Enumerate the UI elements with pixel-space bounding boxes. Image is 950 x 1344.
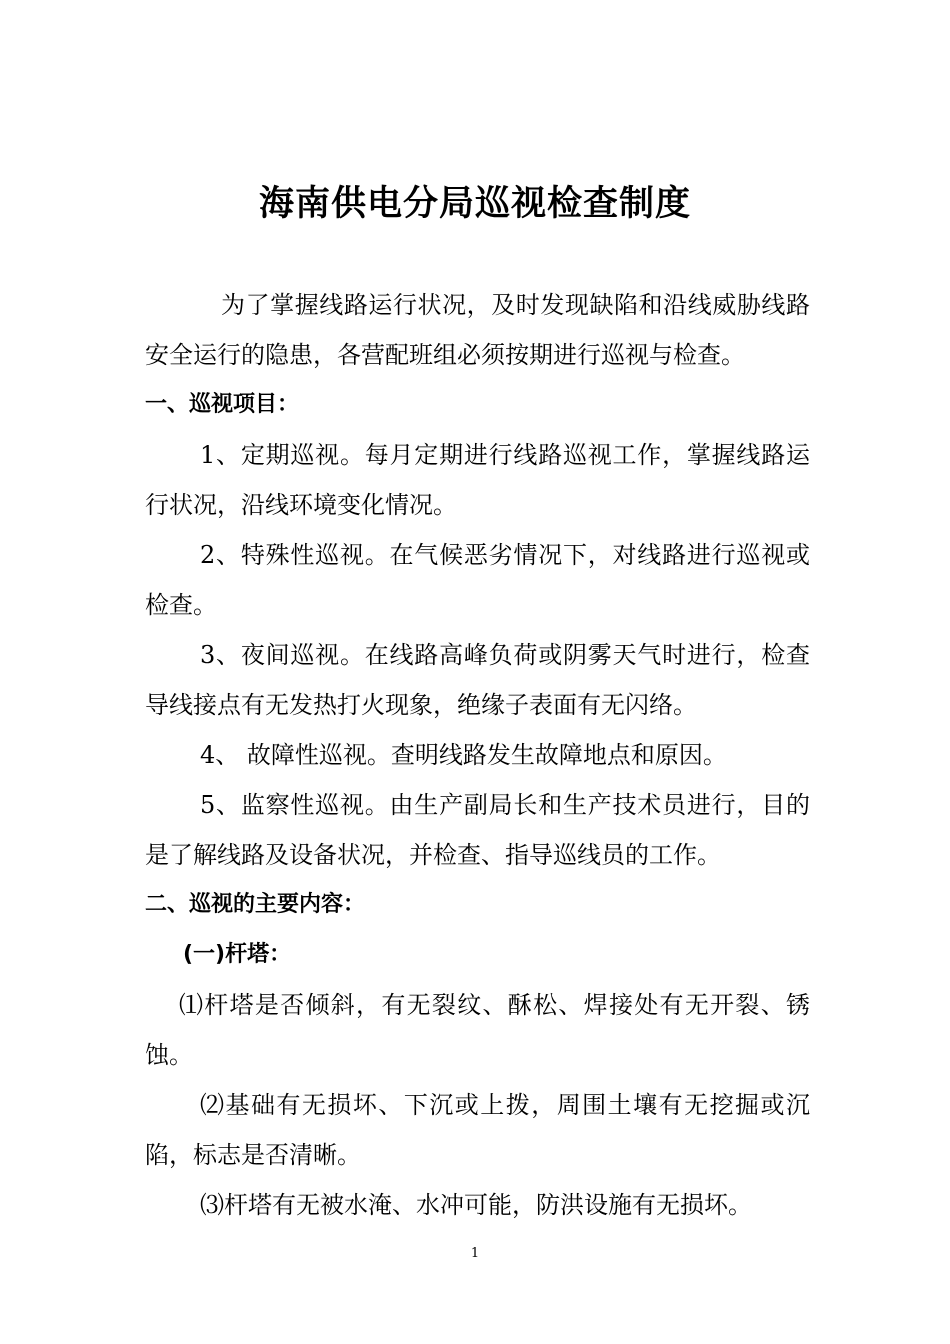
section-2-item: ⑶杆塔有无被水淹、水冲可能，防洪设施有无损坏。 xyxy=(200,1191,752,1219)
section-2-item: ⑴杆塔是否倾斜，有无裂纹、酥松、焊接处有无开裂、锈蚀。 xyxy=(145,991,810,1069)
section-1-item: 3、夜间巡视。在线路高峰负荷或阴雾天气时进行，检查导线接点有无发热打火现象，绝缘子表面有无闪络。 xyxy=(145,641,810,719)
document-body xyxy=(145,280,810,1230)
document-title: 海南供电分局巡视检查制度 xyxy=(258,184,691,224)
section-1-item: 2、特殊性巡视。在气候恶劣情况下，对线路进行巡视或检查。 xyxy=(145,541,810,619)
section-2-heading: 二、巡视的主要内容： xyxy=(145,892,366,917)
section-1-heading: 一、巡视项目： xyxy=(145,392,300,417)
section-2-subheading: (一)杆塔： xyxy=(183,942,292,967)
section-1-item: 4、 故障性巡视。查明线路发生故障地点和原因。 xyxy=(200,741,727,769)
section-2-item: ⑵基础有无损坏、下沉或上拨，周围土壤有无挖掘或沉陷，标志是否清晰。 xyxy=(145,1091,810,1169)
section-1-item: 5、监察性巡视。由生产副局长和生产技术员进行，目的是了解线路及设备状况，并检查、指导巡线员的工作。 xyxy=(145,791,810,869)
section-1-item: 1、定期巡视。每月定期进行线路巡视工作，掌握线路运行状况，沿线环境变化情况。 xyxy=(145,441,810,519)
page-number: 1 xyxy=(470,1246,480,1261)
intro-paragraph: 为了掌握线路运行状况，及时发现缺陷和沿线威胁线路安全运行的隐患，各营配班组必须按期进行巡视与检查。 xyxy=(145,291,810,369)
